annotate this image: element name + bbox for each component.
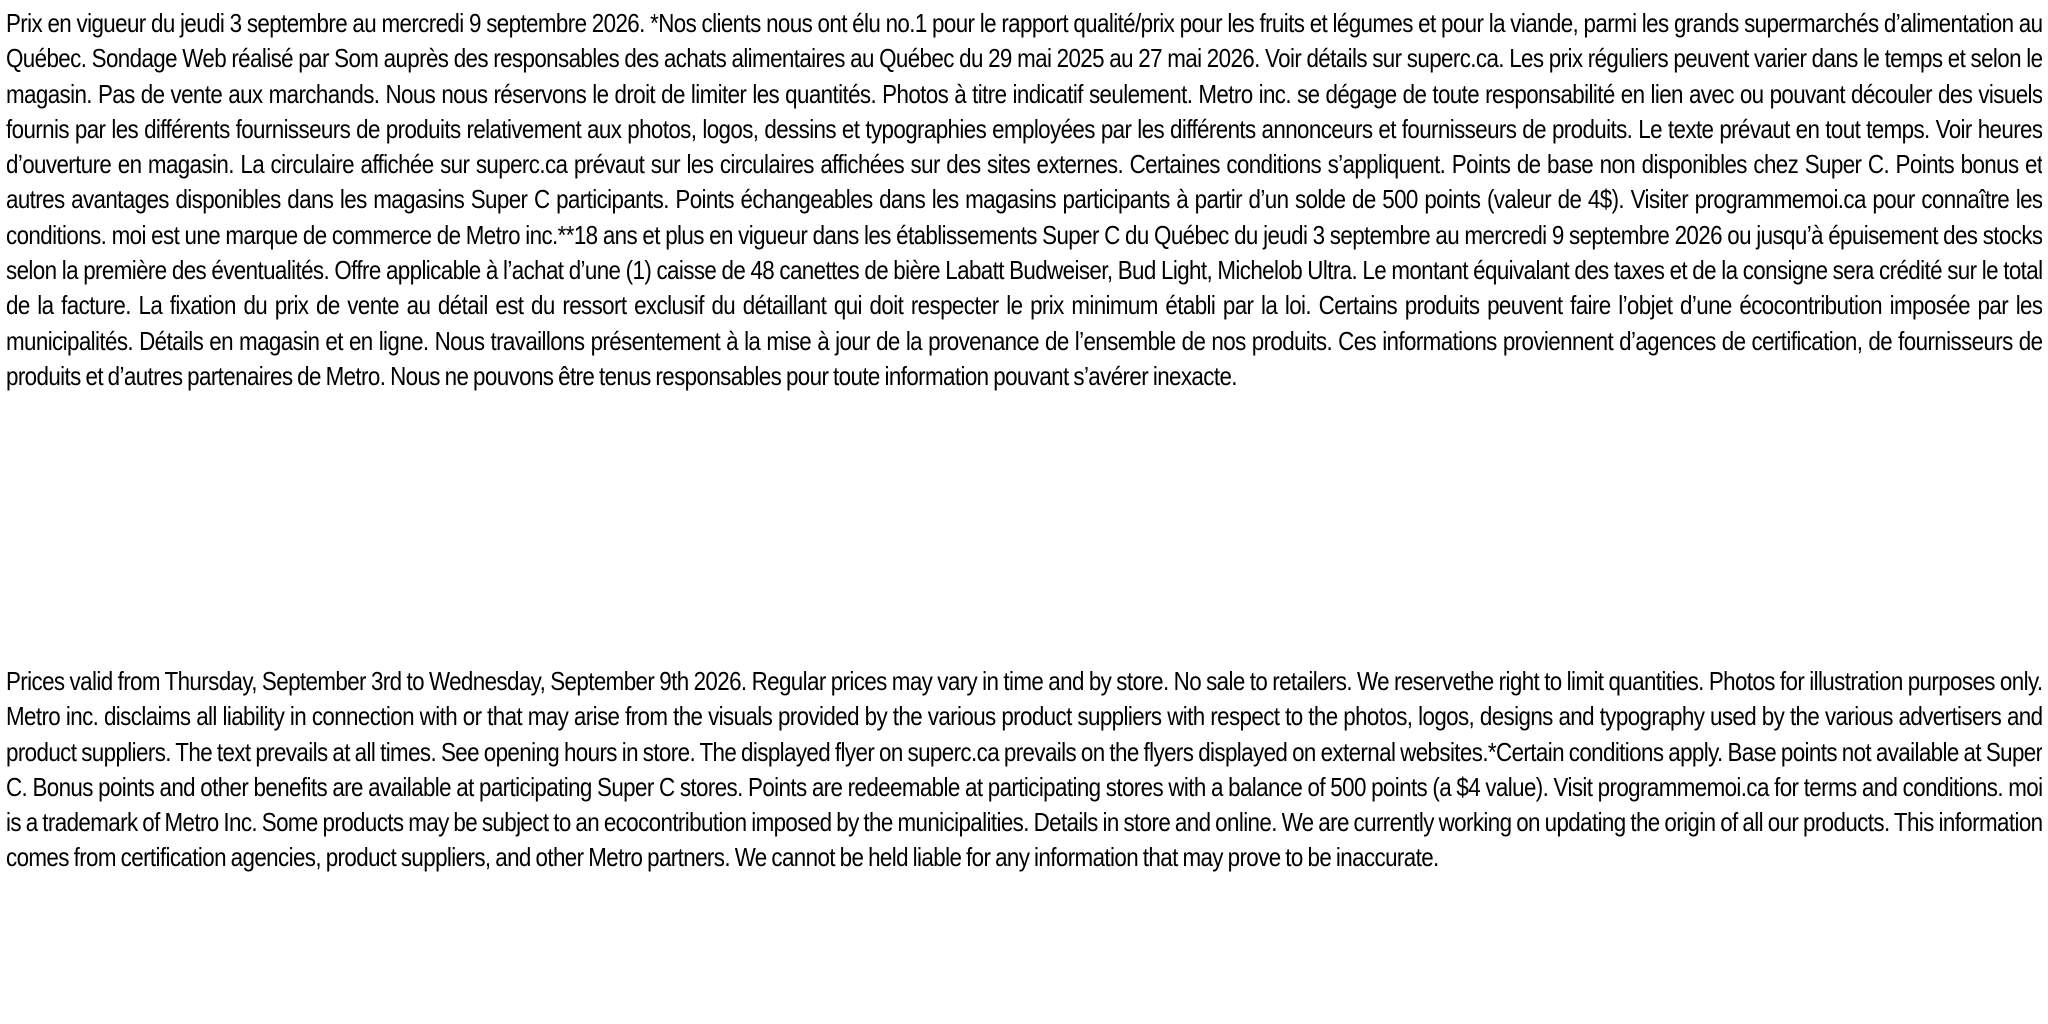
english-disclaimer-paragraph: Prices valid from Thursday, September 3rd to Wednesday, September 9th 2026. Regular prices may vary in time and by store. No sale to retailers. We reservethe right to limit quantities. Photos for illustration purposes only. Metro inc. disclaims all liability in connection with or that may arise from the visuals provided by the various product suppliers with respect to the photos, logos, designs and typography used by the various advertisers and product suppliers. The text prevails at all times. See opening hours in store. The displayed flyer on superc.ca prevails on the flyers displayed on external websites.*Certain conditions apply. Base points not available at Super C. Bonus points and other benefits are available at participating Super C stores. Points are redeemable at participating stores with a balance of 500 points (a $4 value). Visit programmemoi.ca for terms and conditions. moi is a trademark of Metro Inc. Some products may be subject to an ecocontribution imposed by the municipalities. Details in store and online. We are currently working on updating the origin of all our products. This information comes from certification agencies, product suppliers, and other Metro partners. We cannot be held liable for any information that may prove to be inaccurate. — [6, 666, 2042, 873]
french-disclaimer-paragraph: Prix en vigueur du jeudi 3 septembre au mercredi 9 septembre 2026. *Nos clients nous ont élu no.1 pour le rapport qualité/prix pour les fruits et légumes et pour la viande, parmi les grands supermarchés d’alimentation au Québec. Sondage Web réalisé par Som auprès des responsables des achats alimentaires au Québec du 29 mai 2025 au 27 mai 2026. Voir détails sur superc.ca. Les prix réguliers peuvent varier dans le temps et selon le magasin. Pas de vente aux marchands. Nous nous réservons le droit de limiter les quantités. Photos à titre indicatif seulement. Metro inc. se dégage de toute responsabilité en lien avec ou pouvant découler des visuels fournis par les différents fournisseurs de produits relativement aux photos, logos, dessins et typographies employées par les différents annonceurs et fournisseurs de produits. Le texte prévaut en tout temps. Voir heures d’ouverture en magasin. La circulaire affichée sur superc.ca prévaut sur les circulaires affichées sur des sites externes. Certaines conditions s’appliquent. Points de base non disponibles chez Super C. Points bonus et autres avantages disponibles dans les magasins Super C participants. Points échangeables dans les magasins participants à partir d’un solde de 500 points (valeur de 4$). Visiter programmemoi.ca pour connaître les conditions. moi est une marque de commerce de Metro inc.**18 ans et plus en vigueur dans les établissements Super C du Québec du jeudi 3 septembre au mercredi 9 septembre 2026 ou jusqu’à épuisement des stocks selon la première des éventualités. Offre applicable à l’achat d’une (1) caisse de 48 canettes de bière Labatt Budweiser, Bud Light, Michelob Ultra. Le montant équivalant des taxes et de la consigne sera crédité sur le total de la facture. La fixation du prix de vente au détail est du ressort exclusif du détaillant qui doit respecter le prix minimum établi par la loi. Certains produits peuvent faire l’objet d’une écocontribution imposée par les municipalités. Détails en magasin et en ligne. Nous travaillons présentement à la mise à jour de la provenance de l’ensemble de nos produits. Ces informations proviennent d’agences de certification, de fournisseurs de produits et d’autres partenaires de Metro. Nous ne pouvons être tenus responsables pour toute information pouvant s’avérer inexacte. — [6, 8, 2042, 391]
legal-disclaimer-page — [6, 6, 2042, 1018]
